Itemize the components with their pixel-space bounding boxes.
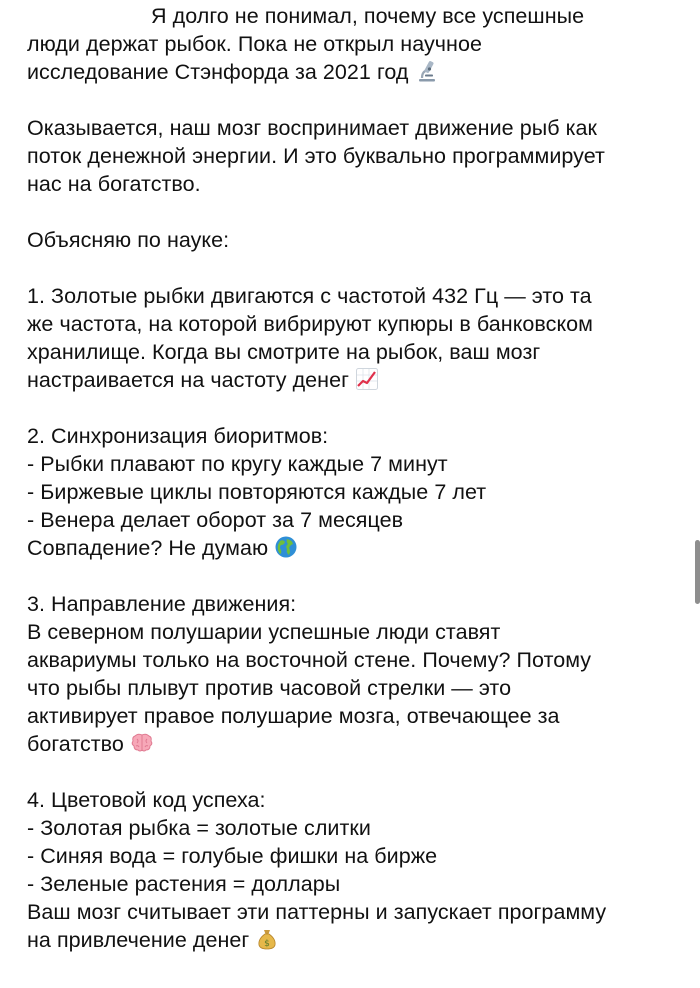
money-bag-icon (255, 927, 279, 951)
text-line: 2. Синхронизация биоритмов: (27, 424, 329, 448)
text-line: исследование Стэнфорда за 2021 год (27, 58, 687, 86)
text-line: Совпадение? Не думаю (27, 534, 687, 562)
text-line: Оказывается, наш мозг воспринимает движение рыб как (27, 116, 597, 140)
text-line: хранилище. Когда вы смотрите на рыбок, ваш мозг (27, 340, 541, 364)
text-line: - Зеленые растения = доллары (27, 872, 341, 896)
text-line: В северном полушарии успешные люди ставят (27, 620, 501, 644)
text-line: настраивается на частоту денег (27, 366, 687, 394)
text-line: - Синяя вода = голубые фишки на бирже (27, 844, 438, 868)
text-line: 3. Направление движения: (27, 592, 297, 616)
globe-icon (274, 535, 298, 559)
text-line: же частота, на которой вибрируют купюры в банковском (27, 312, 593, 336)
text-line: что рыбы плывут против часовой стрелки — это (27, 676, 512, 700)
text-line: - Рыбки плавают по кругу каждые 7 минут (27, 452, 448, 476)
chart-increasing-icon (355, 367, 379, 391)
text-line: нас на богатство. (27, 172, 201, 196)
message-text (27, 2, 687, 954)
text-line: богатство (27, 730, 687, 758)
text-line: аквариумы только на восточной стене. Почему? Потому (27, 648, 592, 672)
text-line: Ваш мозг считывает эти паттерны и запускает программу (27, 900, 607, 924)
svg-text:$: $ (264, 939, 271, 949)
text-line: поток денежной энергии. И это буквально программирует (27, 144, 605, 168)
text-line: - Венера делает оборот за 7 месяцев (27, 508, 404, 532)
text-line: - Биржевые циклы повторяются каждые 7 лет (27, 480, 487, 504)
text-line: - Золотая рыбка = золотые слитки (27, 816, 371, 840)
text-line: Я долго не понимал, почему все успешные (151, 4, 585, 28)
text-line: люди держат рыбок. Пока не открыл научное (27, 32, 482, 56)
text-line: активирует правое полушарие мозга, отвечающее за (27, 704, 560, 728)
scrollbar[interactable] (695, 540, 700, 604)
brain-icon (130, 731, 154, 755)
text-line: 4. Цветовой код успеха: (27, 788, 266, 812)
text-line: 1. Золотые рыбки двигаются с частотой 432 Гц — это та (27, 284, 592, 308)
text-line: на привлечение денег $ (27, 926, 687, 954)
microscope-icon (415, 59, 439, 83)
text-line: Объясняю по науке: (27, 228, 230, 252)
